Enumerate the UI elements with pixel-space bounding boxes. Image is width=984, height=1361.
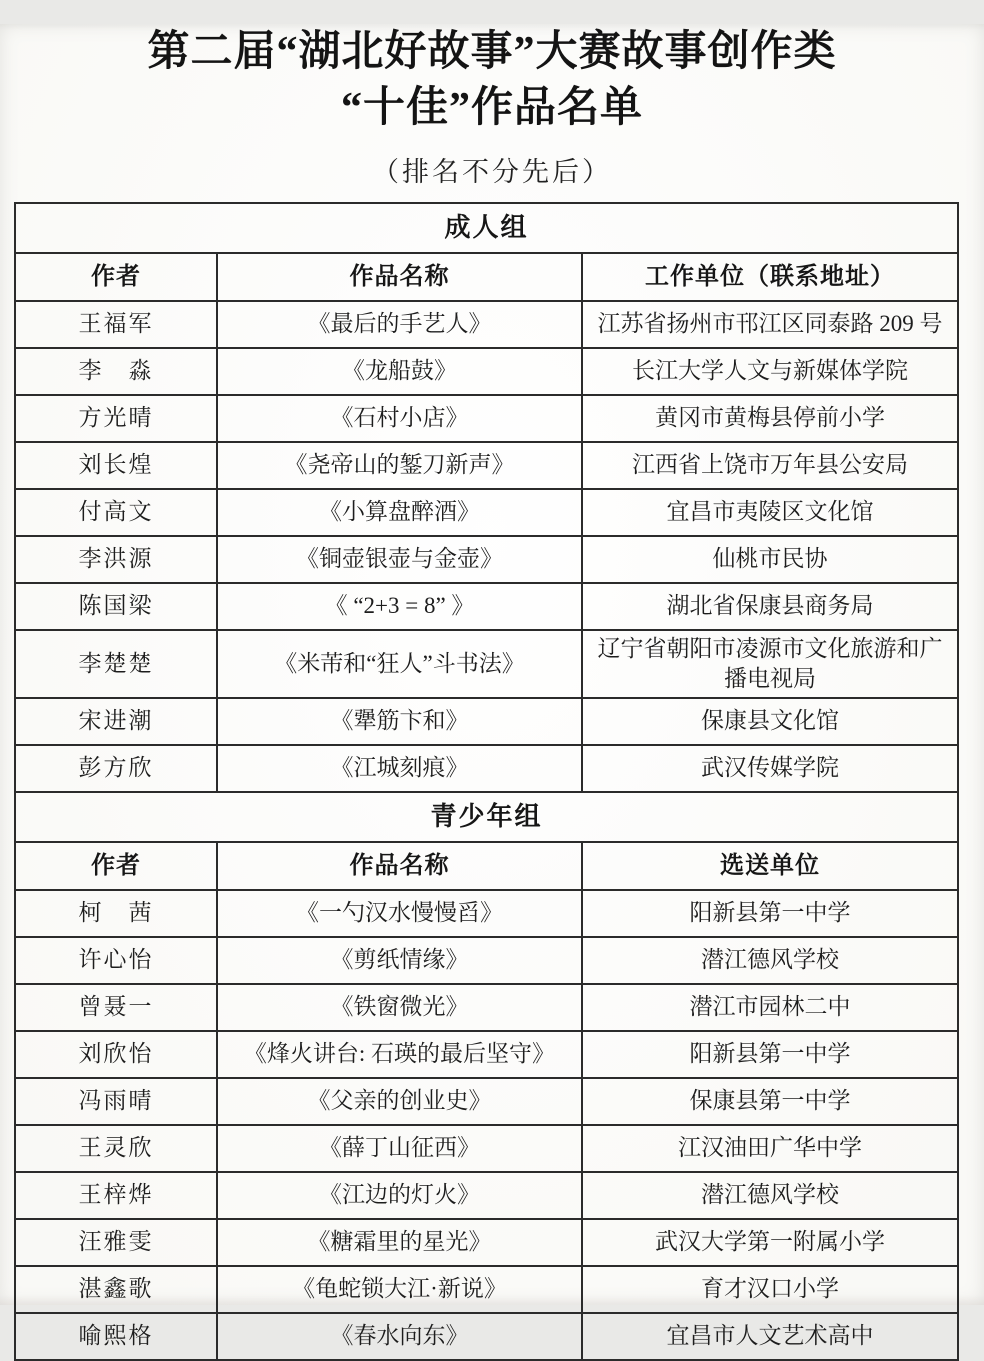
table-row	[15, 937, 958, 984]
unit-cell: 宜昌市人文艺术高中	[582, 1313, 958, 1360]
work-title-cell: 《糖霜里的星光》	[217, 1219, 582, 1266]
table-row	[15, 1172, 958, 1219]
unit-cell: 武汉大学第一附属小学	[582, 1219, 958, 1266]
work-title-cell: 《剪纸情缘》	[217, 937, 582, 984]
unit-cell: 宜昌市夷陵区文化馆	[582, 489, 958, 536]
table-row	[15, 1125, 958, 1172]
title-line-1: 第二届“湖北好故事”大赛故事创作类	[147, 29, 837, 75]
work-title-cell: 《 “2+3 = 8” 》	[217, 583, 582, 630]
table-row	[15, 536, 958, 583]
author-cell: 李洪源	[15, 536, 217, 583]
unit-cell: 潜江市园林二中	[582, 984, 958, 1031]
table-row	[15, 442, 958, 489]
unit-cell: 仙桃市民协	[582, 536, 958, 583]
author-cell: 王灵欣	[15, 1125, 217, 1172]
table-row	[15, 745, 958, 792]
title-line-2: “十佳”作品名单	[340, 85, 643, 132]
author-cell: 许心怡	[15, 937, 217, 984]
work-title-cell: 《石村小店》	[217, 395, 582, 442]
table-row	[15, 1031, 958, 1078]
author-cell: 刘长煌	[15, 442, 217, 489]
table-row	[15, 1078, 958, 1125]
document-title	[12, 24, 972, 137]
table-row	[15, 1266, 958, 1313]
author-cell: 李楚楚	[15, 630, 217, 698]
work-title-cell: 《最后的手艺人》	[217, 301, 582, 348]
work-title-cell: 《米芾和“狂人”斗书法》	[217, 630, 582, 698]
author-cell: 李 淼	[15, 348, 217, 395]
work-title-cell: 《江边的灯火》	[217, 1172, 582, 1219]
group-header-adult	[15, 203, 958, 253]
awards-table	[14, 202, 959, 1361]
unit-cell: 黄冈市黄梅县停前小学	[582, 395, 958, 442]
table-row	[15, 890, 958, 937]
work-title-cell: 《尧帝山的錾刀新声》	[217, 442, 582, 489]
unit-cell: 湖北省保康县商务局	[582, 583, 958, 630]
work-title-cell: 《父亲的创业史》	[217, 1078, 582, 1125]
table-row	[15, 698, 958, 745]
document-subtitle: （排名不分先后）	[372, 156, 612, 187]
table-row	[15, 1219, 958, 1266]
work-title-cell: 《犟筋卞和》	[217, 698, 582, 745]
column-header-work: 作品名称	[217, 253, 582, 301]
column-header-sending-unit: 选送单位	[582, 842, 958, 890]
author-cell: 宋进潮	[15, 698, 217, 745]
unit-cell: 长江大学人文与新媒体学院	[582, 348, 958, 395]
column-header-author: 作者	[15, 253, 217, 301]
unit-cell: 潜江德风学校	[582, 1172, 958, 1219]
author-cell: 冯雨晴	[15, 1078, 217, 1125]
work-title-cell: 《一勺汉水慢慢舀》	[217, 890, 582, 937]
work-title-cell: 《小算盘醉酒》	[217, 489, 582, 536]
unit-cell: 育才汉口小学	[582, 1266, 958, 1313]
work-title-cell: 《龟蛇锁大江·新说》	[217, 1266, 582, 1313]
author-cell: 彭方欣	[15, 745, 217, 792]
unit-cell: 江汉油田广华中学	[582, 1125, 958, 1172]
author-cell: 曾聂一	[15, 984, 217, 1031]
table-row	[15, 301, 958, 348]
table-row	[15, 583, 958, 630]
column-header-author: 作者	[15, 842, 217, 890]
table-row	[15, 630, 958, 698]
table-row	[15, 984, 958, 1031]
table-row	[15, 348, 958, 395]
work-title-cell: 《铜壶银壶与金壶》	[217, 536, 582, 583]
unit-cell: 江西省上饶市万年县公安局	[582, 442, 958, 489]
unit-cell: 保康县第一中学	[582, 1078, 958, 1125]
work-title-cell: 《龙船鼓》	[217, 348, 582, 395]
column-header-unit: 工作单位（联系地址）	[582, 253, 958, 301]
unit-cell: 潜江德风学校	[582, 937, 958, 984]
work-title-cell: 《烽火讲台: 石瑛的最后坚守》	[217, 1031, 582, 1078]
group-header-youth-label: 青少年组	[15, 792, 958, 842]
author-cell: 柯 茜	[15, 890, 217, 937]
unit-cell: 保康县文化馆	[582, 698, 958, 745]
column-header-work: 作品名称	[217, 842, 582, 890]
group-header-youth	[15, 792, 958, 842]
column-header-row-adult	[15, 253, 958, 301]
author-cell: 王梓烨	[15, 1172, 217, 1219]
author-cell: 刘欣怡	[15, 1031, 217, 1078]
work-title-cell: 《铁窗微光》	[217, 984, 582, 1031]
author-cell: 喻熙格	[15, 1313, 217, 1360]
author-cell: 付高文	[15, 489, 217, 536]
table-row	[15, 395, 958, 442]
author-cell: 陈国梁	[15, 583, 217, 630]
author-cell: 湛鑫歌	[15, 1266, 217, 1313]
unit-cell: 阳新县第一中学	[582, 1031, 958, 1078]
document-page	[0, 24, 984, 1349]
unit-cell: 江苏省扬州市邗江区同泰路 209 号	[582, 301, 958, 348]
work-title-cell: 《薛丁山征西》	[217, 1125, 582, 1172]
author-cell: 王福军	[15, 301, 217, 348]
unit-cell: 武汉传媒学院	[582, 745, 958, 792]
unit-cell: 辽宁省朝阳市凌源市文化旅游和广播电视局	[582, 630, 958, 698]
unit-cell: 阳新县第一中学	[582, 890, 958, 937]
author-cell: 方光晴	[15, 395, 217, 442]
table-row	[15, 1313, 958, 1360]
column-header-row-youth	[15, 842, 958, 890]
author-cell: 汪雅雯	[15, 1219, 217, 1266]
table-row	[15, 489, 958, 536]
work-title-cell: 《春水向东》	[217, 1313, 582, 1360]
work-title-cell: 《江城刻痕》	[217, 745, 582, 792]
group-header-adult-label: 成人组	[15, 203, 958, 253]
